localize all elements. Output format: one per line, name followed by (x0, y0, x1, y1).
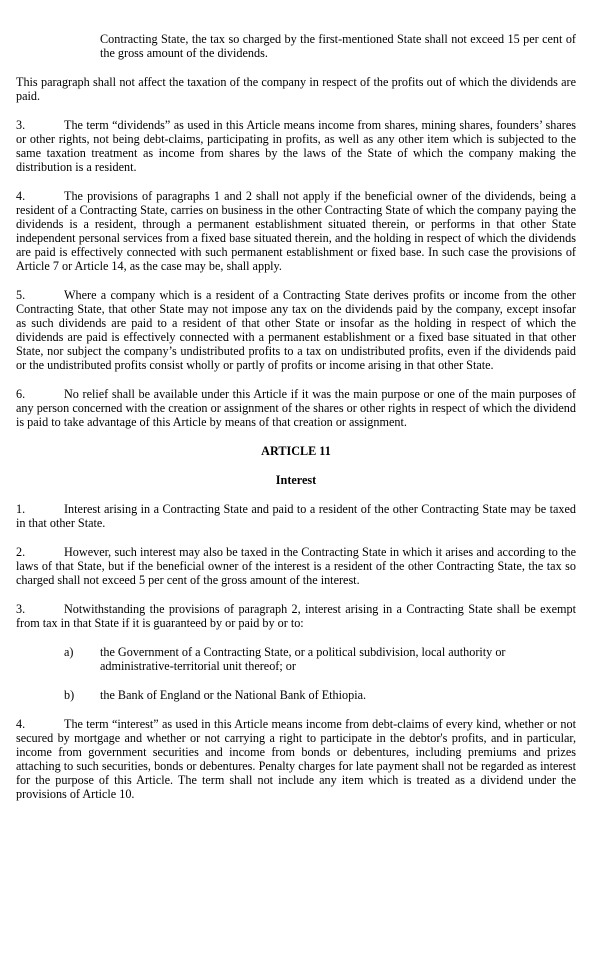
paragraph-text: The provisions of paragraphs 1 and 2 shall not apply if the beneficial owner of the dividends, being a resident of a Contracting State, carries on business in the other Contracting State of which the company paying the dividends is a resident, through a permanent establishment situated therein, or performs in that other State independent personal services from a fixed base situated therein, and the holding in respect of which the dividends are paid is effectively connected with such permanent establishment or fixed base. In such case the provisions of Article 7 or Article 14, as the case may be, shall apply. (16, 189, 576, 273)
paragraph-number: 2. (16, 545, 26, 559)
paragraph-text: However, such interest may also be taxed in the Contracting State in which it arises and according to the laws of that State, but if the beneficial owner of the interest is a resident of the other Contracting State, the tax so charged shall not exceed 5 per cent of the gross amount of the interest. (16, 545, 576, 587)
article-heading: ARTICLE 11 (261, 444, 331, 458)
paragraph-text: No relief shall be available under this Article if it was the main purpose or one of the main purposes of any person concerned with the creation or assignment of the shares or other rights in respect of which the dividend is paid to take advantage of this Article by means of that creation or assignment. (16, 387, 576, 429)
paragraph-text: Notwithstanding the provisions of paragraph 2, interest arising in a Contracting State shall be exempt from tax in that State if it is guaranteed by or paid by or to: (16, 602, 576, 630)
list-item-b (64, 688, 576, 702)
list-item-label: a) (64, 645, 74, 659)
article10-paragraph-3 (16, 118, 576, 174)
list-item-text: the Government of a Contracting State, or a political subdivision, local authority or administrative-territorial unit thereof; or (100, 645, 506, 673)
paragraph-number: 6. (16, 387, 26, 401)
article-title: Interest (275, 473, 317, 487)
paragraph-number: 1. (16, 502, 26, 516)
paragraph-text: The term “interest” as used in this Article means income from debt-claims of every kind, whether or not secured by mortgage and whether or not carrying a right to participate in the debtor's profits, and in particular, income from government securities and income from bonds or debentures, including premiums and prizes attaching to such securities, bonds or debentures. Penalty charges for late payment shall not be regarded as interest for the purpose of this Article. The term shall not include any item which is treated as a dividend under the provisions of Article 10. (16, 717, 576, 801)
paragraph-text: The term “dividends” as used in this Article means income from shares, mining shares, founders’ shares or other rights, not being debt-claims, participating in profits, as well as any other item which is subjected to the same taxation treatment as income from shares by the laws of the State of which the company making the distribution is a resident. (16, 118, 576, 174)
list-item-text: the Bank of England or the National Bank of Ethiopia. (100, 688, 367, 702)
continuation-paragraph: This paragraph shall not affect the taxation of the company in respect of the profits out of which the dividends are paid. (16, 75, 576, 103)
article11-paragraph-1 (16, 502, 576, 530)
paragraph-number: 3. (16, 602, 26, 616)
article10-paragraph-4 (16, 189, 576, 273)
paragraph-number: 3. (16, 118, 26, 132)
list-item-a (64, 645, 576, 673)
article11-paragraph-3 (16, 602, 576, 630)
continuation-indented: Contracting State, the tax so charged by the first-mentioned State shall not exceed 15 per cent of the gross amount of the dividends. (100, 32, 576, 60)
document-page (16, 32, 576, 801)
paragraph-text: Where a company which is a resident of a Contracting State derives profits or income from the other Contracting State, that other State may not impose any tax on the dividends paid by the company, except insofar as such dividends are paid to a resident of that other State or insofar as the holding in respect of which the dividends are paid is effectively connected with a permanent establishment or a fixed base situated in that other State, nor subject the company’s undistributed profits to a tax on undistributed profits, even if the dividends paid or the undistributed profits consist wholly or partly of profits or income arising in that other State. (16, 288, 576, 372)
paragraph-number: 4. (16, 717, 26, 731)
list-item-label: b) (64, 688, 75, 702)
article11-paragraph-4 (16, 717, 576, 801)
article11-paragraph-2 (16, 545, 576, 587)
paragraph-number: 5. (16, 288, 26, 302)
paragraph-number: 4. (16, 189, 26, 203)
article10-paragraph-5 (16, 288, 576, 372)
paragraph-text: Interest arising in a Contracting State and paid to a resident of the other Contracting State may be taxed in that other State. (16, 502, 576, 530)
article10-paragraph-6 (16, 387, 576, 429)
